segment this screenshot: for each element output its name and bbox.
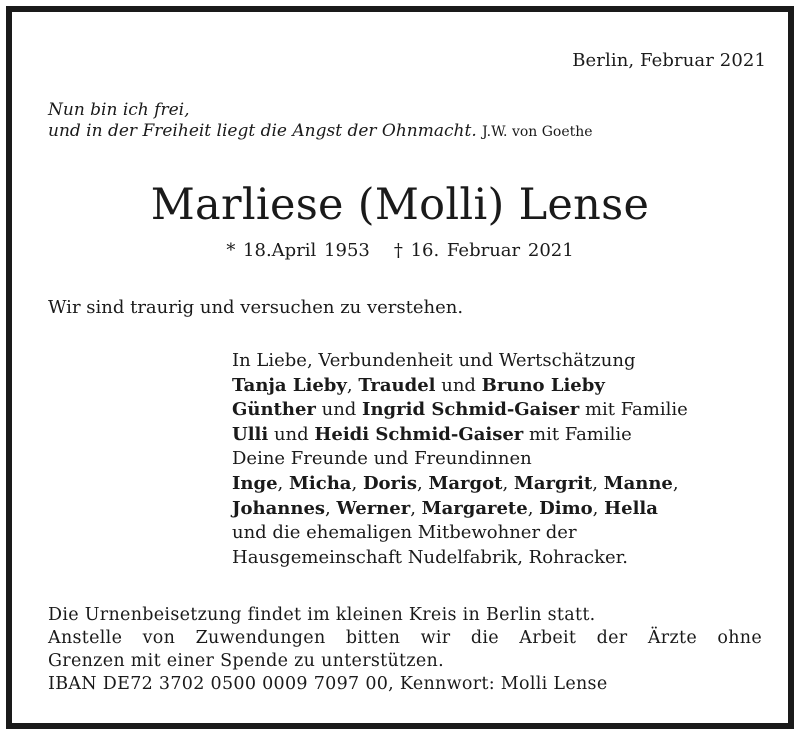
bank-details: IBAN DE72 3702 0500 0009 7097 00, Kennwort: Molli Lense bbox=[48, 674, 608, 694]
intro-text: Wir sind traurig und versuchen zu verstehen. bbox=[48, 297, 464, 318]
quote-author: J.W. von Goethe bbox=[482, 124, 593, 140]
mourner-name: Traudel bbox=[358, 374, 436, 396]
mourners-line-5: Deine Freunde und Freundinnen bbox=[232, 448, 532, 470]
birth-date: * 18.April 1953 bbox=[226, 240, 370, 261]
mourners-line-7: Johannes, Werner, Margarete, Dimo, Hella bbox=[232, 497, 658, 519]
mourner-name: Tanja Lieby bbox=[232, 374, 347, 396]
quote-line-1: Nun bin ich frei, bbox=[48, 100, 190, 120]
mourner-name: Ingrid Schmid-Gaiser bbox=[362, 399, 580, 421]
separator: mit Familie bbox=[579, 399, 688, 421]
funeral-line-3: Grenzen mit einer Spende zu unterstützen. bbox=[48, 651, 444, 671]
mourners-line-3 bbox=[232, 398, 688, 423]
friend-name: Margot bbox=[428, 472, 503, 494]
mourner-name: Bruno Lieby bbox=[481, 374, 605, 396]
funeral-info bbox=[48, 604, 762, 696]
friend-name: Manne bbox=[603, 472, 673, 494]
separator: und bbox=[435, 374, 482, 396]
friend-name: Micha bbox=[289, 472, 352, 494]
mourners-line-1: In Liebe, Verbundenheit und Wertschätzung bbox=[232, 350, 636, 371]
deceased-name: Marliese (Molli) Lense bbox=[150, 180, 650, 230]
friend-name: Hella bbox=[604, 497, 658, 519]
separator: und bbox=[315, 399, 363, 421]
friend-name: Werner bbox=[336, 497, 411, 519]
obituary-frame bbox=[6, 6, 794, 729]
friend-name: Margarete bbox=[421, 497, 528, 519]
friend-name: Margrit bbox=[513, 472, 593, 494]
mourners-line-8: und die ehemaligen Mitbewohner der bbox=[232, 522, 577, 544]
mourners-line-2 bbox=[232, 374, 688, 399]
quote-line-2: und in der Freiheit liegt die Angst der Ohnmacht. bbox=[48, 121, 477, 141]
place-date: Berlin, Februar 2021 bbox=[572, 50, 766, 71]
separator: mit Familie bbox=[523, 423, 632, 445]
friend-name: Dimo bbox=[539, 497, 593, 519]
funeral-line-2: Anstelle von Zuwendungen bitten wir die Arbeit der Ärzte ohne bbox=[48, 628, 762, 648]
quote-block bbox=[48, 100, 593, 143]
separator: , bbox=[346, 374, 359, 396]
death-date: † 16. Februar 2021 bbox=[393, 240, 574, 261]
friend-name: Doris bbox=[362, 472, 418, 494]
friend-name: Inge bbox=[232, 472, 278, 494]
mourners-line-4 bbox=[232, 423, 688, 448]
separator: und bbox=[268, 423, 315, 445]
funeral-line-1: Die Urnenbeisetzung findet im kleinen Kreis in Berlin statt. bbox=[48, 605, 596, 625]
mourner-name: Günther bbox=[232, 399, 316, 421]
mourners-line-6: Inge, Micha, Doris, Margot, Margrit, Manne, bbox=[232, 472, 679, 494]
mourners-block bbox=[232, 349, 688, 570]
mourner-name: Ulli bbox=[232, 423, 269, 445]
mourner-name: Heidi Schmid-Gaiser bbox=[314, 423, 524, 445]
mourners-line-9: Hausgemeinschaft Nudelfabrik, Rohracker. bbox=[232, 546, 628, 568]
life-dates bbox=[12, 240, 788, 261]
friend-name: Johannes bbox=[232, 497, 326, 519]
